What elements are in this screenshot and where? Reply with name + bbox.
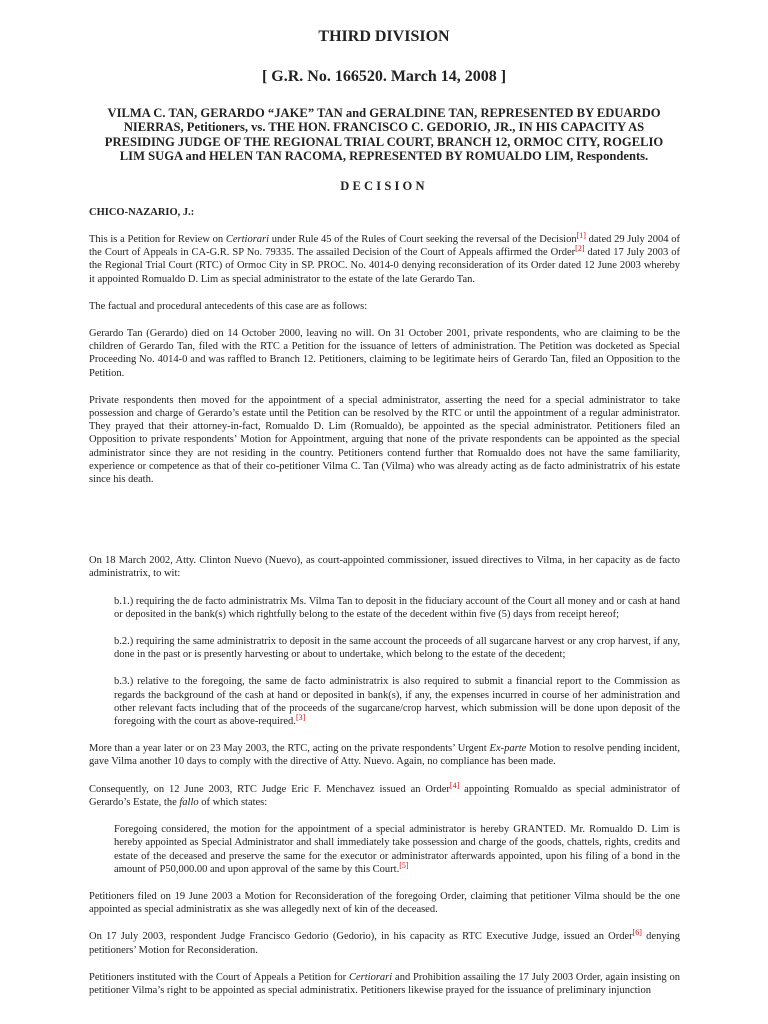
case-parties: VILMA C. TAN, GERARDO “JAKE” TAN and GERALDINE TAN, REPRESENTED BY EDUARDO NIERRAS, Petitioners, vs. THE HON. FRANCISCO C. GEDORIO, JR., IN HIS CAPACITY AS PRESIDING JUDGE OF THE REGIONAL TRIAL COURT, BRANCH 12, ORMOC CITY, ROGELIO LIM SUGA and HELEN TAN RACOMA, REPRESENTED BY ROMUALDO LIM, Respondents. bbox=[104, 106, 664, 164]
decision-body bbox=[89, 233, 680, 1011]
paragraph-order: Consequently, on 12 June 2003, RTC Judge Eric F. Menchavez issued an Order[4] appointing Romualdo as special administrator of Gerardo’s Estate, the fallo of which states: bbox=[89, 780, 681, 808]
paragraph-certiorari: Petitioners instituted with the Court of Appeals a Petition for Certiorari and Prohibition assailing the 17 July 2003 Order, again insisting on petitioner Vilma’s right to be appointed as special administratix. Petitioners likewise prayed for the issuance of preliminary injunction bbox=[89, 971, 680, 996]
footnote-link-6[interactable]: [6] bbox=[632, 928, 642, 938]
paragraph-death: Gerardo Tan (Gerardo) died on 14 October 2000, leaving no will. On 31 October 2001, private respondents, who are claiming to be the children of Gerardo Tan, filed with the RTC a Petition for the issuance of letters of administration. The Petition was docketed as Special Proceeding No. 4014-0 and was raffled to Branch 12. Petitioners, claiming to be legitimate heirs of Gerardo Tan, filed an Opposition to the Petition. bbox=[89, 328, 680, 379]
paragraph-ex-parte: More than a year later or on 23 May 2003, the RTC, acting on the private respondents’ Urgent Ex-parte Motion to resolve pending incident, gave Vilma another 10 days to comply with the directive of Atty. Nuevo. Again, no compliance has been made. bbox=[89, 743, 680, 768]
case-number: [ G.R. No. 166520. March 14, 2008 ] bbox=[261, 68, 507, 85]
quote-b3: b.3.) relative to the foregoing, the same de facto administratrix is also required to submit a financial report to the Commission as regards the background of the cash at hand or deposited in bank(s), if any, the expenses incurred in course of her administration and other relevant facts including that of the proceeds of the sugarcane/crop harvest, which submission will be done upon deposit of the foregoing with the court as above-required.[3] bbox=[114, 676, 680, 728]
footnote-link-5[interactable]: [5] bbox=[399, 860, 409, 870]
blank-space bbox=[89, 500, 680, 554]
footnote-link-1[interactable]: [1] bbox=[576, 231, 586, 240]
footnote-link-2[interactable]: [2] bbox=[575, 244, 585, 254]
decision-heading: DECISION bbox=[340, 179, 428, 193]
paragraph-directives: On 18 March 2002, Atty. Clinton Nuevo (Nuevo), as court-appointed commissioner, issued directives to Vilma, in her capacity as de facto administratrix, to wit: bbox=[89, 555, 680, 580]
quote-fallo: Foregoing considered, the motion for the appointment of a special administrator is hereby GRANTED. Mr. Romualdo D. Lim is hereby appointed as Special Administrator and shall immediately take possession and charge of the goods, chattels, rights, credits and estate of the deceased and preserve the same for the executor or administrator afterwards appointed, upon his filing of a bond in the amount of P50,000.00 and upon approval of the same by this Court.[5] bbox=[114, 824, 680, 875]
quote-b1: b.1.) requiring the de facto administratrix Ms. Vilma Tan to deposit in the fiduciary account of the Court all money and or cash at hand or deposited in the bank(s) which rightfully belong to the estate of the decedent within five (5) days from receipt hereof; bbox=[114, 595, 680, 620]
division-heading: THIRD DIVISION bbox=[318, 28, 450, 45]
quote-b2: b.2.) requiring the same administratrix to deposit in the same account the proceeds of all sugarcane harvest or any crop harvest, if any, done in the past or is presently harvesting or about to undertake, which belong to the estate of the decedent; bbox=[114, 636, 680, 661]
footnote-link-3[interactable]: [3] bbox=[295, 713, 306, 723]
ponente: CHICO-NAZARIO, J.: bbox=[89, 207, 195, 218]
paragraph-reconsideration: Petitioners filed on 19 June 2003 a Motion for Reconsideration of the foregoing Order, claiming that petitioner Vilma should be the one appointed as special administratix as she was allegedly next of kin of the deceased. bbox=[89, 890, 680, 916]
paragraph-antecedents: The factual and procedural antecedents of this case are as follows: bbox=[89, 300, 368, 312]
paragraph-denial: On 17 July 2003, respondent Judge Francisco Gedorio (Gedorio), in his capacity as RTC Executive Judge, issued an Order[6] denying petitioners’ Motion for Reconsideration. bbox=[89, 928, 681, 956]
paragraph-intro: This is a Petition for Review on Certiorari under Rule 45 of the Rules of Court seeking the reversal of the Decision[1] dated 29 July 2004 of the Court of Appeals in CA-G.R. SP No. 79335. The assailed Decision of the Court of Appeals affirmed the Order[2] dated 17 July 2003 of the Regional Trial Court (RTC) of Ormoc City in SP. PROC. No. 4014-0 denying reconsideration of its Order dated 12 June 2003 whereby it appointed Romualdo D. Lim as special administrator to the estate of the late Gerardo Tan. bbox=[89, 231, 680, 285]
paragraph-special-administrator: Private respondents then moved for the appointment of a special administrator, asserting the need for a special administrator to take possession and charge of Gerardo’s estate until the Petition can be resolved by the RTC or until the appointment of a regular administrator. They prayed that their attorney-in-fact, Romualdo D. Lim (Romualdo), be appointed as the special administrator. Petitioners filed an Opposition to private respondents’ Motion for Appointment, arguing that none of the private respondents can be appointed as the special administrator since they are not residing in the country. Petitioners contend further that Romualdo does not have the same familiarity, experience or competence as that of their co-petitioner Vilma C. Tan (Vilma) who was already acting as de facto administratrix of his estate since his death. bbox=[89, 394, 680, 486]
footnote-link-4[interactable]: [4] bbox=[449, 780, 460, 790]
